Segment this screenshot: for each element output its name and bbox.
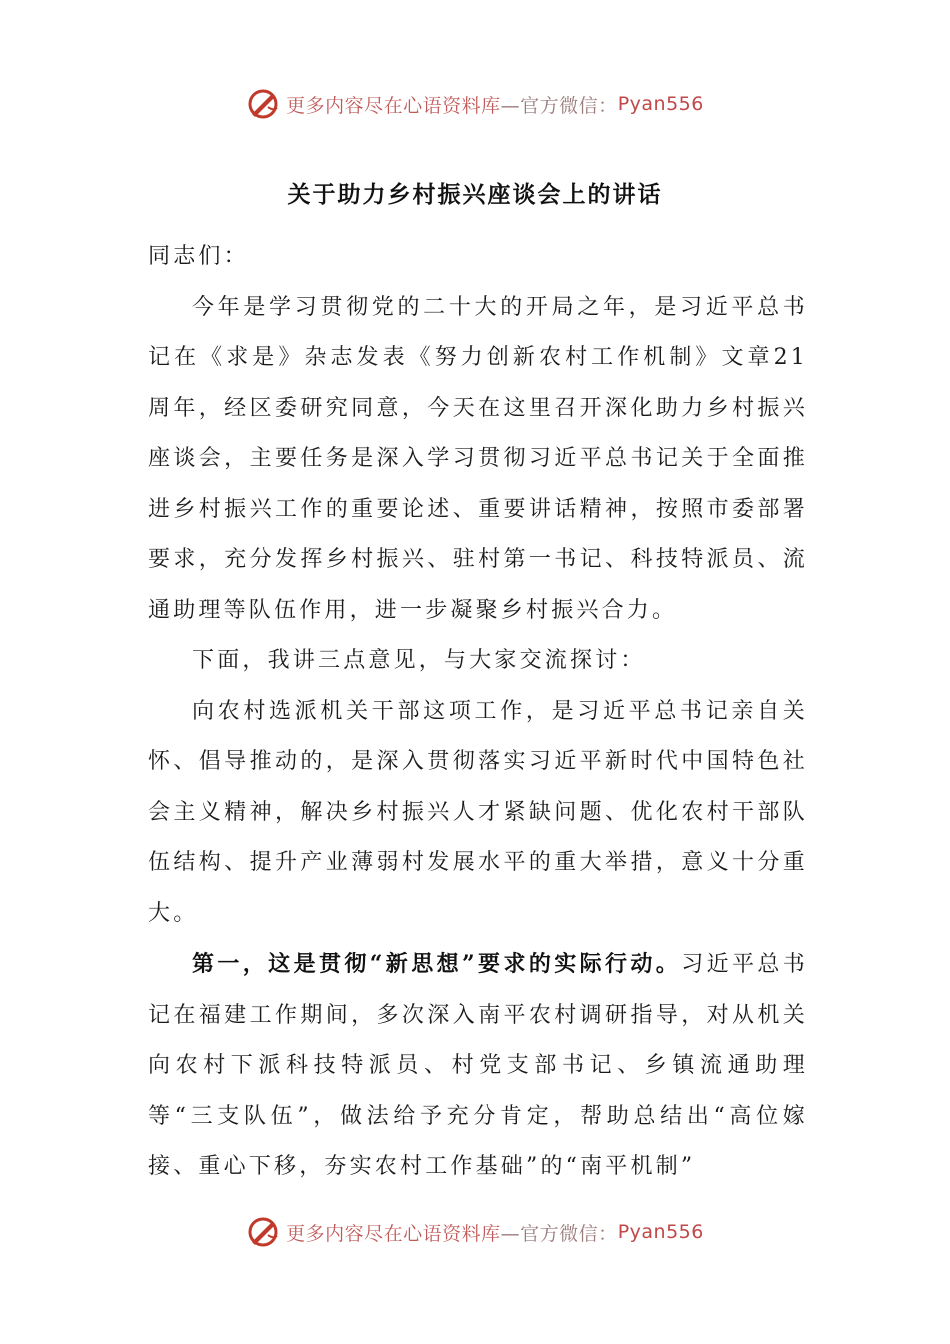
watermark-brand-text: 更多内容尽在心语资料库	[286, 1222, 501, 1245]
paragraph-4	[148, 939, 808, 1193]
watermark-header	[0, 84, 950, 124]
document-title: 关于助力乡村振兴座谈会上的讲话	[287, 181, 663, 208]
watermark-wechat-id: Pyan556	[617, 1221, 704, 1243]
watermark-wechat-id: Pyan556	[617, 93, 704, 115]
paragraph-1: 今年是学习贯彻党的二十大的开局之年，是习近平总书记在《求是》杂志发表《努力创新农村工作机制》文章21周年，经区委研究同意，今天在这里召开深化助力乡村振兴座谈会，主要任务是深入学习贯彻习近平总书记关于全面推进乡村振兴工作的重要论述、重要讲话精神，按照市委部署要求，充分发挥乡村振兴、驻村第一书记、科技特派员、流通助理等队伍作用，进一步凝聚乡村振兴合力。	[148, 294, 808, 623]
paragraph-4-heading: 第一，这是贯彻“新思想”要求的实际行动。	[192, 951, 682, 977]
watermark-wechat-label: —官方微信：	[500, 1222, 618, 1245]
paragraph-3: 向农村选派机关干部这项工作，是习近平总书记亲自关怀、倡导推动的，是深入贯彻落实习近平新时代中国特色社会主义精神，解决乡村振兴人才紧缺问题、优化农村干部队伍结构、提升产业薄弱村发展水平的重大举措，意义十分重大。	[148, 698, 808, 926]
watermark-footer	[0, 1212, 950, 1252]
document-body	[148, 232, 808, 1193]
watermark-wechat-label: —官方微信：	[500, 94, 618, 117]
paragraph-4-text: 习近平总书记在福建工作期间，多次深入南平农村调研指导，对从机关向农村下派科技特派员、村党支部书记、乡镇流通助理等“三支队伍”，做法给予充分肯定，帮助总结出“高位嫁接、重心下移，夯实农村工作基础”的“南平机制”	[148, 952, 808, 1179]
paragraph-2: 下面，我讲三点意见，与大家交流探讨：	[192, 648, 646, 673]
brand-logo-icon	[246, 87, 280, 121]
watermark-brand-text: 更多内容尽在心语资料库	[286, 94, 501, 117]
salutation: 同志们：	[148, 244, 249, 269]
brand-logo-icon	[246, 1215, 280, 1249]
